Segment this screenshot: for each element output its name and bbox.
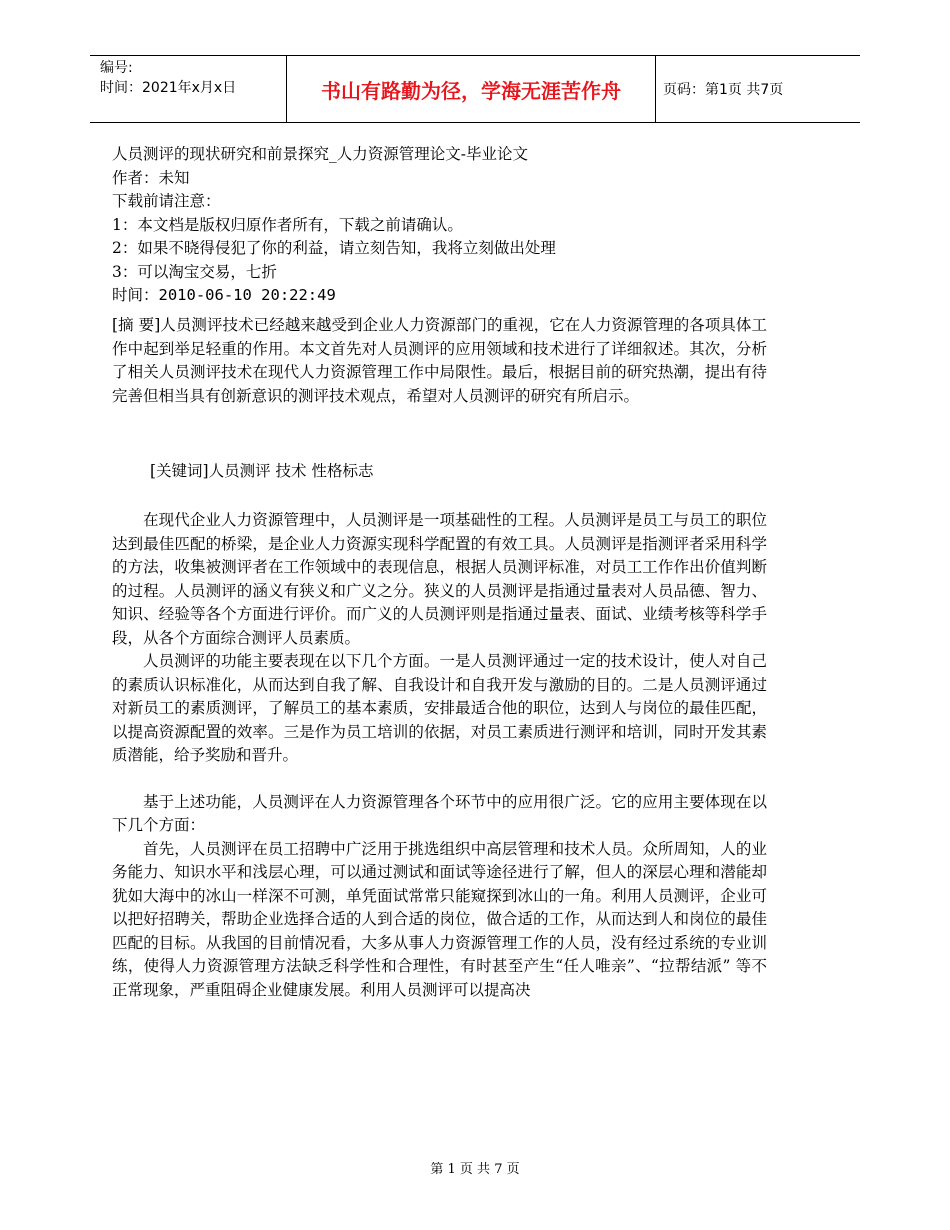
document-meta — [112, 143, 772, 308]
timestamp: 时间：2010-06-10 20:22:49 — [112, 286, 336, 304]
paragraph: 在现代企业人力资源管理中，人员测评是一项基础性的工程。人员测评是员工与员工的职位达到最佳匹配的桥梁，是企业人力资源实现科学配置的有效工具。人员测评是指测评者采用科学的方法，收集被测评者在工作领域中的表现信息，根据人员测评标准，对员工工作作出价值判断的过程。人员测评的涵义有狭义和广义之分。狭义的人员测评是指通过量表对人员品德、智力、知识、经验等各个方面进行评价。而广义的人员测评则是指通过量表、面试、业绩考核等科学手段，从各个方面综合测评人员素质。 — [112, 511, 767, 647]
notice-title: 下载前请注意： — [112, 192, 221, 210]
notice-item: 3：可以淘宝交易，七折 — [112, 262, 277, 281]
document-title: 人员测评的现状研究和前景探究_人力资源管理论文-毕业论文 — [112, 145, 528, 163]
author: 作者：未知 — [112, 168, 190, 187]
page-header — [90, 55, 860, 123]
number-label: 编号: — [100, 60, 133, 76]
keywords: [关键词]人员测评 技术 性格标志 — [150, 462, 374, 480]
time-label: 时间：2021年x月x日 — [100, 80, 237, 96]
abstract: [摘 要]人员测评技术已经越来越受到企业人力资源部门的重视，它在人力资源管理的各项具体工作中起到举足轻重的作用。本文首先对人员测评的应用领域和技术进行了详细叙述。其次，分析了相关人员测评技术在现代人力资源管理工作中局限性。最后，根据目前的研究热潮，提出有待完善但相当具有创新意识的测评技术观点，希望对人员测评的研究有所启示。 — [112, 316, 767, 405]
page-label: 页码：第1页 共7页 — [663, 82, 784, 98]
paragraph: 基于上述功能，人员测评在人力资源管理各个环节中的应用很广泛。它的应用主要体现在以下几个方面： — [112, 792, 767, 834]
header-left — [100, 58, 236, 98]
page-footer: 第 1 页 共 7 页 — [430, 1162, 520, 1177]
notice-item: 2：如果不晓得侵犯了你的利益，请立刻告知，我将立刻做出处理 — [112, 239, 556, 257]
paragraph: 首先，人员测评在员工招聘中广泛用于挑选组织中高层管理和技术人员。众所周知，人的业务能力、知识水平和浅层心理，可以通过测试和面试等途径进行了解，但人的深层心理和潜能却犹如大海中的冰山一样深不可测，单凭面试常常只能窥探到冰山的一角。利用人员测评，企业可以把好招聘关，帮助企业选择合适的人到合适的岗位，做合适的工作，从而达到人和岗位的最佳匹配的目标。从我国的目前情况看，大多从事人力资源管理工作的人员，没有经过系统的专业训练，使得人力资源管理方法缺乏科学性和合理性，有时甚至产生“任人唯亲”、“拉帮结派” 等不正常现象，严重阻碍企业健康发展。利用人员测评可以提高决 — [112, 839, 767, 999]
notice-item: 1：本文档是版权归原作者所有，下载之前请确认。 — [112, 215, 463, 234]
body-text — [112, 509, 767, 1002]
motto: 书山有路勤为径，学海无涯苦作舟 — [286, 56, 656, 122]
paragraph: 人员测评的功能主要表现在以下几个方面。一是人员测评通过一定的技术设计，使人对自己的素质认识标准化，从而达到自我了解、自我设计和自我开发与激励的目的。二是人员测评通过对新员工的素质测评，了解员工的基本素质，安排最适合他的职位，达到人与岗位的最佳匹配，以提高资源配置的效率。三是作为员工培训的依据，对员工素质进行测评和培训，同时开发其素质潜能，给予奖励和晋升。 — [112, 652, 767, 764]
